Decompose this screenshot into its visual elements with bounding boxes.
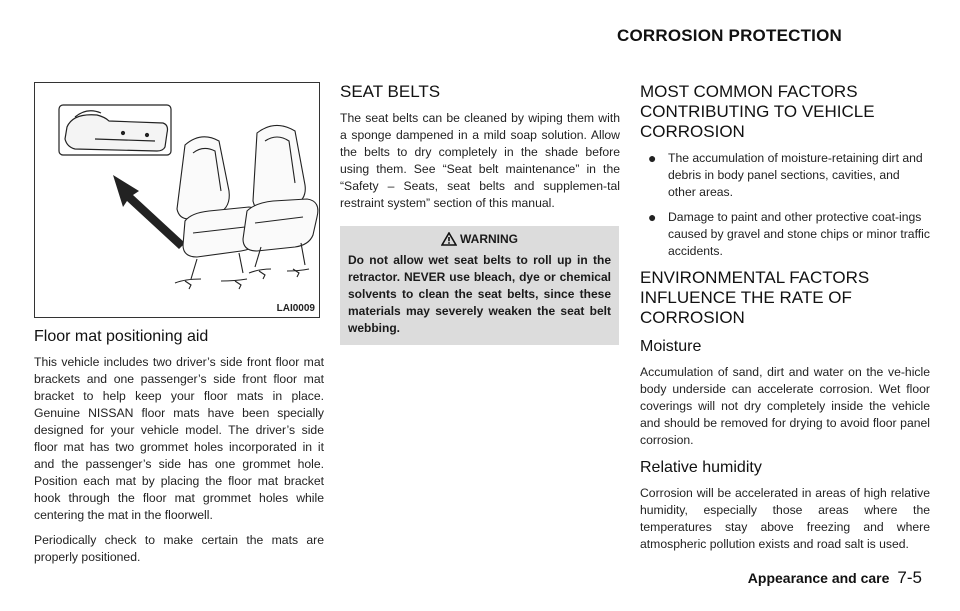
warning-label: WARNING (460, 232, 518, 246)
floor-mat-check-paragraph: Periodically check to make certain the mats are properly positioned. (34, 533, 324, 564)
chapter-title: Appearance and care (747, 570, 890, 586)
moisture-paragraph: Accumulation of sand, dirt and water on the ve-hicle body underside can accelerate corrosion. Wet floor coverings will not dry completely inside the vehicle and should be removed for drying to avoid floor panel corrosion. (640, 365, 930, 447)
section-title: CORROSION PROTECTION (616, 26, 842, 45)
seat-belts-paragraph: The seat belts can be cleaned by wiping them with a sponge dampened in a mild soap solution. Allow the belts to dry completely in the shade before using them. See “Seat belt maintenance” in the “Safety – Seats, seat belts and supplemen-tal restraint system” section of this manual. (340, 111, 620, 210)
bullet-icon: ● (648, 150, 657, 166)
common-factors-heading: MOST COMMON FACTORS CONTRIBUTING TO VEHICLE CORROSION (640, 82, 875, 141)
seat-belts-heading: SEAT BELTS (340, 82, 441, 101)
factors-list (640, 150, 930, 260)
humidity-heading: Relative humidity (640, 459, 762, 476)
column-middle (340, 82, 620, 345)
moisture-heading: Moisture (640, 338, 702, 355)
floor-mat-heading: Floor mat positioning aid (34, 328, 209, 345)
floor-mat-figure (34, 82, 320, 318)
humidity-paragraph: Corrosion will be accelerated in areas of high relative humidity, especially those areas where the temperatures stay above freezing and where atmospheric pollution exists and road salt is used. (640, 486, 930, 551)
column-left (34, 82, 324, 574)
warning-header (348, 232, 611, 246)
bullet-icon: ● (648, 209, 657, 225)
list-item: ● The accumulation of moisture-retaining dirt and debris in body panel sections, cavities, and other areas. (648, 150, 923, 199)
page-footer (748, 568, 922, 588)
seat-illustration (35, 83, 321, 319)
warning-box (340, 226, 619, 345)
page-number: 7-5 (897, 568, 922, 587)
environmental-factors-heading: ENVIRONMENTAL FACTORS INFLUENCE THE RATE OF CORROSION (640, 268, 870, 327)
figure-id-label: LAI0009 (276, 303, 315, 314)
warning-text: Do not allow wet seat belts to roll up in the retractor. NEVER use bleach, dye or chemical solvents to clean the seat belts, since these materials may severely weaken the seat belt webbing. (348, 253, 611, 335)
list-item: ● Damage to paint and other protective coat-ings caused by gravel and stone chips or minor traffic accidents. (648, 209, 930, 258)
floor-mat-paragraph: This vehicle includes two driver’s side front floor mat brackets and one passenger’s side front floor mat bracket to help keep your floor mats in place. Genuine NISSAN floor mats have been specially designed for your vehicle model. The driver’s side floor mat has two grommet holes incorporated in it and the passenger’s side has one grommet hole. Position each mat by placing the floor mat bracket hook through the floor mat grommet holes while centering the mat in the floorwell. (34, 355, 324, 522)
column-right (640, 82, 930, 561)
warning-icon (441, 232, 457, 246)
